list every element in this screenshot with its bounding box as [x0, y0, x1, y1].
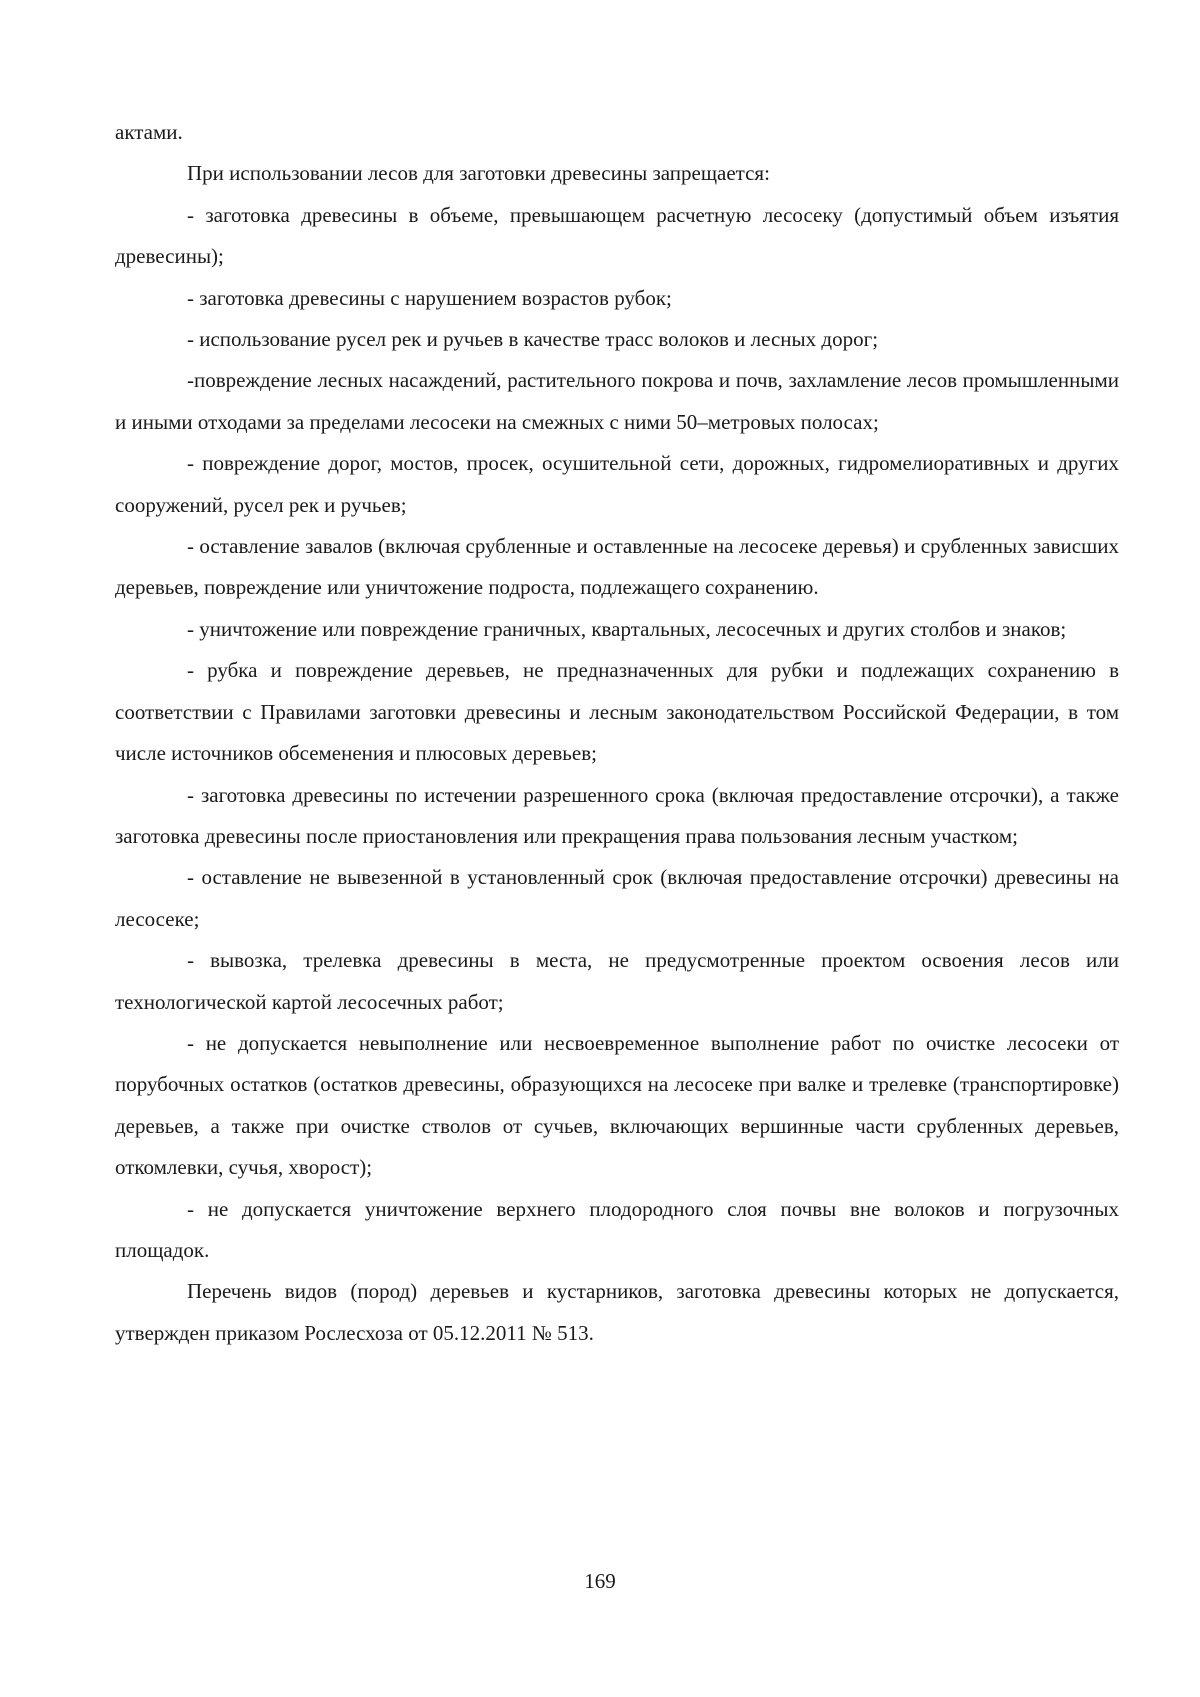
list-item-damage-roads: - повреждение дорог, мостов, просек, осушительной сети, дорожных, гидромелиоративных и других сооружений, русел рек и ручьев;: [115, 451, 1119, 517]
list-item-expired-term: - заготовка древесины по истечении разрешенного срока (включая предоставление отсрочки), а также заготовка древесины после приостановления или прекращения права пользования лесным участком;: [115, 782, 1119, 848]
list-item-protected-trees: - рубка и повреждение деревьев, не предназначенных для рубки и подлежащих сохранению в соответствии с Правилами заготовки древесины и лесным законодательством Российской Федерации, в том числе источников обсеменения и плюсовых деревьев;: [115, 658, 1119, 766]
paragraph-prohibitions-intro: При использовании лесов для заготовки древесины запрещается:: [187, 161, 770, 186]
list-item-riverbeds: - использование русел рек и ручьев в качестве трасс волоков и лесных дорог;: [187, 327, 879, 352]
list-item-unremoved-timber: - оставление не вывезенной в установленный срок (включая предоставление отсрочки) древесины на лесосеке;: [115, 865, 1119, 931]
list-item-topsoil: - не допускается уничтожение верхнего плодородного слоя почвы вне волоков и погрузочных площадок.: [115, 1196, 1119, 1262]
paragraph-continuation: актами.: [115, 120, 183, 144]
document-body: [115, 112, 1119, 1354]
list-item-cleanup: - не допускается невыполнение или несвоевременное выполнение работ по очистке лесосеки от порубочных остатков (остатков древесины, образующихся на лесосеке при валке и трелевке (транспортировке) деревьев, а также при очистке стволов от сучьев, включающих вершинные части срубленных деревьев, откомлевки, сучья, хворост);: [115, 1030, 1119, 1180]
list-item-damage-plantings: -повреждение лесных насаждений, растительного покрова и почв, захламление лесов промышленными и иными отходами за пределами лесосеки на смежных с ними 50–метровых полосах;: [115, 368, 1119, 434]
list-item-volume: - заготовка древесины в объеме, превышающем расчетную лесосеку (допустимый объем изъятия древесины);: [115, 202, 1119, 269]
list-item-felling-age: - заготовка древесины с нарушением возрастов рубок;: [187, 285, 672, 310]
list-item-hauling: - вывозка, трелевка древесины в места, не предусмотренные проектом освоения лесов или технологической картой лесосечных работ;: [115, 948, 1119, 1014]
page-number: 169: [584, 1569, 616, 1593]
list-item-boundary-posts: - уничтожение или повреждение граничных, квартальных, лесосечных и других столбов и знаков;: [187, 616, 1067, 641]
list-item-blockages: - оставление завалов (включая срубленные и оставленные на лесосеке деревья) и срубленных зависших деревьев, повреждение или уничтожение подроста, подлежащего сохранению.: [115, 534, 1119, 600]
paragraph-species-list: Перечень видов (пород) деревьев и кустарников, заготовка древесины которых не допускается, утвержден приказом Рослесхоза от 05.12.2011 № 513.: [115, 1279, 1119, 1345]
